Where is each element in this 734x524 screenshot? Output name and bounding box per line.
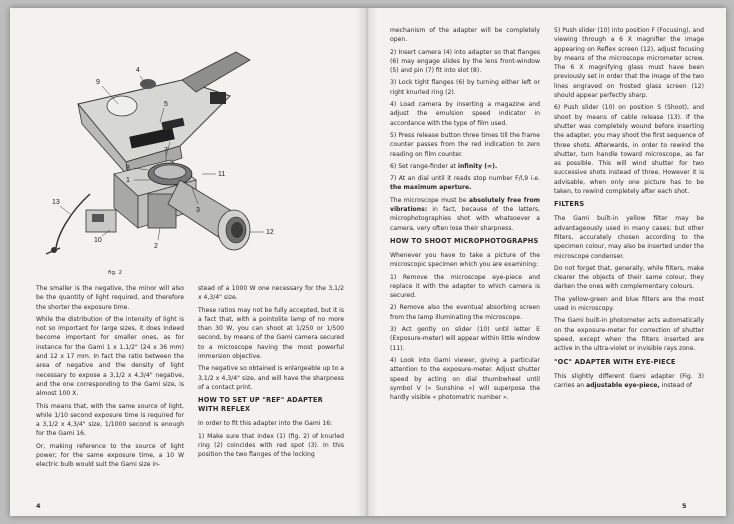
text: This slightly different Gami adapter (Fig. 3) carries an <box>554 372 704 389</box>
left-column-2 <box>198 284 344 462</box>
paragraph: While the distribution of the intensity of light is not so important for large sizes, it does indeed become important for smaller ones, as for instance for the Gami 1 x 1,1/2" (24 x 36 mm) and 12 x 17 mm. In fact the ratio between the area of negative and the density of light necessary to expose a 3,1/2 x 4,3/4" negative, and the one corresponding to the Gami size, is almost 100 X. <box>36 315 184 398</box>
paragraph: Do not forget that, generally, while filters, make clearer the objects of their same colour, they darken the ones with complementary colours. <box>554 264 704 291</box>
page-number-right: 5 <box>682 502 687 510</box>
figure-caption: fig. 2 <box>108 270 122 276</box>
paragraph: 3) Lock tight flanges (6) by turning either left or right knurled ring (2). <box>390 79 540 96</box>
callout-6: 6 <box>168 135 172 142</box>
paragraph: stead of a 1000 W one necessary for the 3,1/2 x 4,3/4" size. <box>198 285 344 302</box>
paragraph <box>554 372 704 391</box>
callout-10: 10 <box>94 237 102 244</box>
callout-5: 5 <box>164 101 168 108</box>
paragraph: mechanism of the adapter will be completely open. <box>390 27 540 44</box>
paragraph: Or, making reference to the source of light power; for the same exposure time, a 10 W electric bulb would suit the Gami size in- <box>36 442 184 469</box>
text: The microscope must be <box>390 196 469 204</box>
callout-9: 9 <box>96 79 100 86</box>
text-bold: infinity (∞). <box>457 162 498 170</box>
paragraph <box>390 162 540 171</box>
heading-oc-adapter: "OC" ADAPTER WITH EYE-PIECE <box>554 357 676 366</box>
callout-1: 1 <box>126 177 130 184</box>
text-bold: adjustable eye-piece, <box>586 381 660 389</box>
text-bold: the maximum aperture. <box>390 184 472 192</box>
paragraph: The Gami built-in yellow filter may be advantageously used in many cases; but other filters, accurately chosen according to the specimen colour, may also be inserted under the microscope condenser. <box>554 215 704 260</box>
paragraph: This means that, with the same source of light, while 1/10 second exposure time is required for a 3,1/2 x 4,3/4" size, 1/1000 second is enough for the Gami 16. <box>36 402 184 438</box>
paragraph <box>390 196 540 233</box>
paragraph: Whenever you have to take a picture of the microscopic specimen which you are examining: <box>390 251 540 269</box>
callout-2: 2 <box>154 243 158 250</box>
paragraph: 2) Remove also the eventual absorbing screen from the lamp illuminating the microscope. <box>390 304 540 321</box>
figure-camera-adapter <box>30 34 300 274</box>
paragraph: 4) Look into Gami viewer, giving a particular attention to the exposure-meter. Adjust shutter speed by acting on dial thumbwheel until symbol V (« Sunshine ») will superpose the hardly visible « photometric number ». <box>390 356 540 402</box>
right-column-2 <box>554 26 704 393</box>
left-column-1 <box>36 284 184 473</box>
callout-7: 7 <box>164 147 168 154</box>
heading-microphotographs: HOW TO SHOOT MICROPHOTOGRAPHS <box>390 236 539 245</box>
text: 7) At an dial until it reads stop number F/l,9 i.e. <box>390 175 540 183</box>
right-column-1 <box>390 26 540 405</box>
paragraph: These ratios may not be fully accepted, but it is a fact that, with a pointolite lamp of no more than 30 W, you can shoot at 1/250 or 1/500 second, by means of the Gami camera secured to a microscope having the most powerful immersion objective. <box>198 306 344 361</box>
text-bold: absolutely free from vibrations: <box>390 196 541 214</box>
text: instead of <box>659 381 692 389</box>
text: in fact, because of the latters, microphotographies shot with whatsoever a camera, very often lose their sharpness. <box>390 206 540 232</box>
callout-4: 4 <box>136 67 140 74</box>
heading-filters: FILTERS <box>554 200 585 209</box>
text: 6) Set range-finder at <box>390 162 458 170</box>
callout-3: 3 <box>196 207 200 214</box>
paragraph: In order to fit this adapter into the Gami 16: <box>198 420 333 428</box>
page-number-left: 4 <box>36 502 41 510</box>
callout-12: 12 <box>266 229 274 236</box>
paragraph: The smaller is the negative, the minor will also be the quantity of light required, and therefore the shorter the exposure time. <box>36 285 184 311</box>
paragraph <box>390 174 540 193</box>
heading-ref-adapter: HOW TO SET UP "REF" ADAPTER WITH REFLEX <box>198 396 323 414</box>
left-page <box>10 8 366 516</box>
paragraph: 3) Act gently on slider (10) until letter E (Exposure-meter) will appear within little window (11). <box>390 326 540 352</box>
paragraph: 1) Remove the microscope eye-piece and replace it with the adapter to which camera is secured. <box>390 273 540 300</box>
paragraph: The yellow-green and blue filters are the most used in microscopy. <box>554 295 704 313</box>
callout-13: 13 <box>52 199 60 206</box>
book-spread <box>10 8 726 516</box>
callout-11: 11 <box>218 171 226 178</box>
paragraph: 5) Press release button three times till the frame counter passes from the red indication to zero reading on film counter. <box>390 131 540 158</box>
paragraph: 4) Load camera by inserting a magazine and adjust the emulsion speed indicator in accordance with the type of film used. <box>390 101 540 127</box>
paragraph: The Gami built-in photometer acts automatically on the exposure-meter for correction of shutter speed, except when the filters inserted are active in the ultra-violet or invisible rays zone. <box>554 317 704 353</box>
paragraph: 1) Make sure that index (1) (fig. 2) of knurled ring (2) coincides with red spot (3). In this position the two flanges of the locking <box>198 432 344 459</box>
paragraph: The negative so obtained is enlargeable up to a 3,1/2 x 4,3/4" size, and will have the sharpness of a contact print. <box>198 365 344 391</box>
paragraph: 6) Push slider (10) on position S (Shoot), and shoot by means of cable release (13). If the shutter was completely wound before inserting the adapter, you may shoot the first sequence of three shots. Afterwards, in order to rewind the shutter, turn handle toward microscope, as far as possible. This will wind shutter for two successive shots instead of three. However it is advisable, when only one picture has to be taken, to rewind completely after each shot. <box>554 104 704 196</box>
callout-8: 8 <box>126 165 130 172</box>
paragraph: 5) Push slider (10) into position F (Focusing), and viewing through a 6 X magnifier the image appearing on Reflex screen (12), adjust focusing by means of the microscope micrometer screw. The 6 X magnifying glass must have been previously set in order that the image of the two lines engraved on frosted glass screen (12) should appear perfectly sharp. <box>554 27 704 100</box>
paragraph: 2) Insert camera (4) into adapter so that flanges (6) may engage slides by the lens front-window (5) and pin (7) fit into slot (8). <box>390 48 540 75</box>
right-page <box>366 8 726 516</box>
